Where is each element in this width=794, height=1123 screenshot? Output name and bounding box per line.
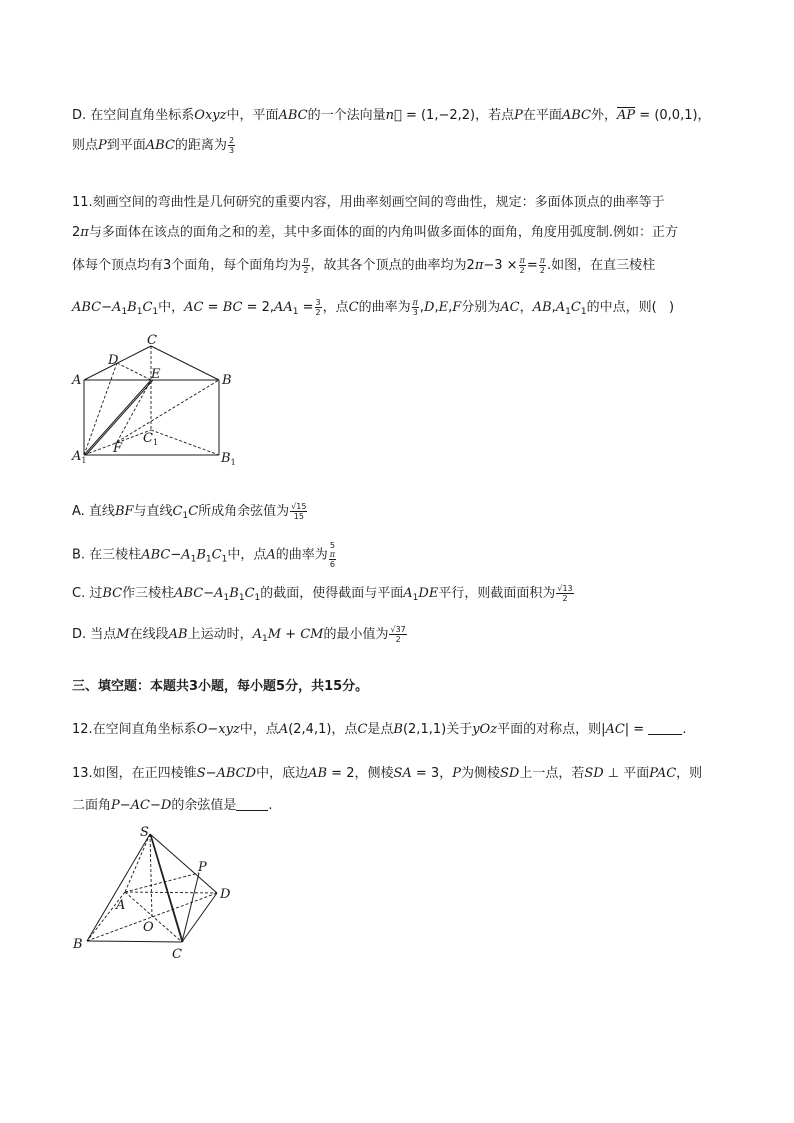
- q11-line4: $ABC-A_1B_1C_1$中，AC = BC = $2,AA_1$ = $\frac{3}{2}$ ，点C的曲率为 $\frac{\pi}{3}$ ,D,E,F分别为AC，$AB,A_1C_1$的中点，则( ): [72, 298, 675, 317]
- q11-option-d: D. 当点M在线段AB上运动时，$A_1M$ + CM的最小值为 $\frac{√37}{2}$: [72, 625, 406, 644]
- label-A2: A: [116, 898, 126, 913]
- prev-option-d-line1: D. 在空间直角坐标系Oxyz中，平面ABC的一个法向量n⃗ = (1,−2,2)，若点P在平面ABC外，$\overline{AP} = (0,0,1)$，: [72, 108, 711, 123]
- q11-option-b: B. 在三棱柱$ABC-A_1B_1C_1$中，点A的曲率为 5 π 6: [72, 541, 336, 569]
- label-D: D: [108, 353, 119, 368]
- q13-line1: 13.如图，在正四棱锥S−ABCD中，底边AB = 2，侧棱SA = 3，P为侧棱SD上一点，若SD ⊥ 平面PAC，则: [72, 766, 703, 781]
- label-C1: $C_1$: [143, 431, 159, 447]
- q12: 12.在空间直角坐标系O−xyz中，点A(2,4,1)，点C是点B(2,1,1)关于yOz平面的对称点，则|AC| = .: [72, 722, 687, 737]
- q13-line2: 二面角P−AC−D的余弦值是 .: [72, 798, 273, 813]
- prism-figure: [70, 334, 250, 468]
- q11-option-c: C. 过BC作三棱柱$ABC-A_1B_1C_1$的截面，使得截面与平面$A_1DE$平行，则截面面积为 $\frac{√13}{2}$: [72, 584, 573, 603]
- q11-line1: 11.刻画空间的弯曲性是几何研究的重要内容，用曲率刻画空间的弯曲性，规定：多面体顶点的曲率等于: [72, 195, 665, 210]
- label-P: P: [198, 860, 207, 875]
- label-S: S: [140, 825, 149, 840]
- section-3-heading: 三、填空题：本题共3小题，每小题5分，共15分。: [72, 679, 369, 694]
- label-B: B: [222, 373, 232, 388]
- label-C2: C: [172, 947, 182, 962]
- label-A1: $A_1$: [72, 449, 87, 465]
- label-E: E: [151, 367, 161, 382]
- label-C: C: [147, 334, 157, 348]
- q13-answer-blank[interactable]: [236, 798, 268, 811]
- label-O: O: [143, 920, 154, 935]
- q12-answer-blank[interactable]: [648, 722, 682, 735]
- q11-option-a: A. 直线BF与直线$C_1C$所成角余弦值为 $\frac{√15}{15}$: [72, 502, 307, 521]
- prev-option-d-line2: 则点P到平面ABC的距离为 $\frac{2}{3}$: [72, 136, 235, 155]
- label-F: F: [113, 441, 123, 456]
- pyramid-figure: [70, 822, 240, 962]
- label-A: A: [72, 373, 82, 388]
- label-D2: D: [220, 887, 231, 902]
- q11-line3: 体每个顶点均有3个面角，每个面角均为 $\frac{\pi}{2}$ ，故其各个顶点的曲率均为2π−3 × $\frac{\pi}{2}$ = $\frac{\pi}{2}$ .如图，在直三棱柱: [72, 256, 656, 275]
- label-B2: B: [73, 937, 83, 952]
- label-B1: $B_1$: [221, 451, 236, 467]
- q11-line2: 2π与多面体在该点的面角之和的差，其中多面体的面的内角叫做多面体的面角，角度用弧度制.例如：正方: [72, 225, 678, 240]
